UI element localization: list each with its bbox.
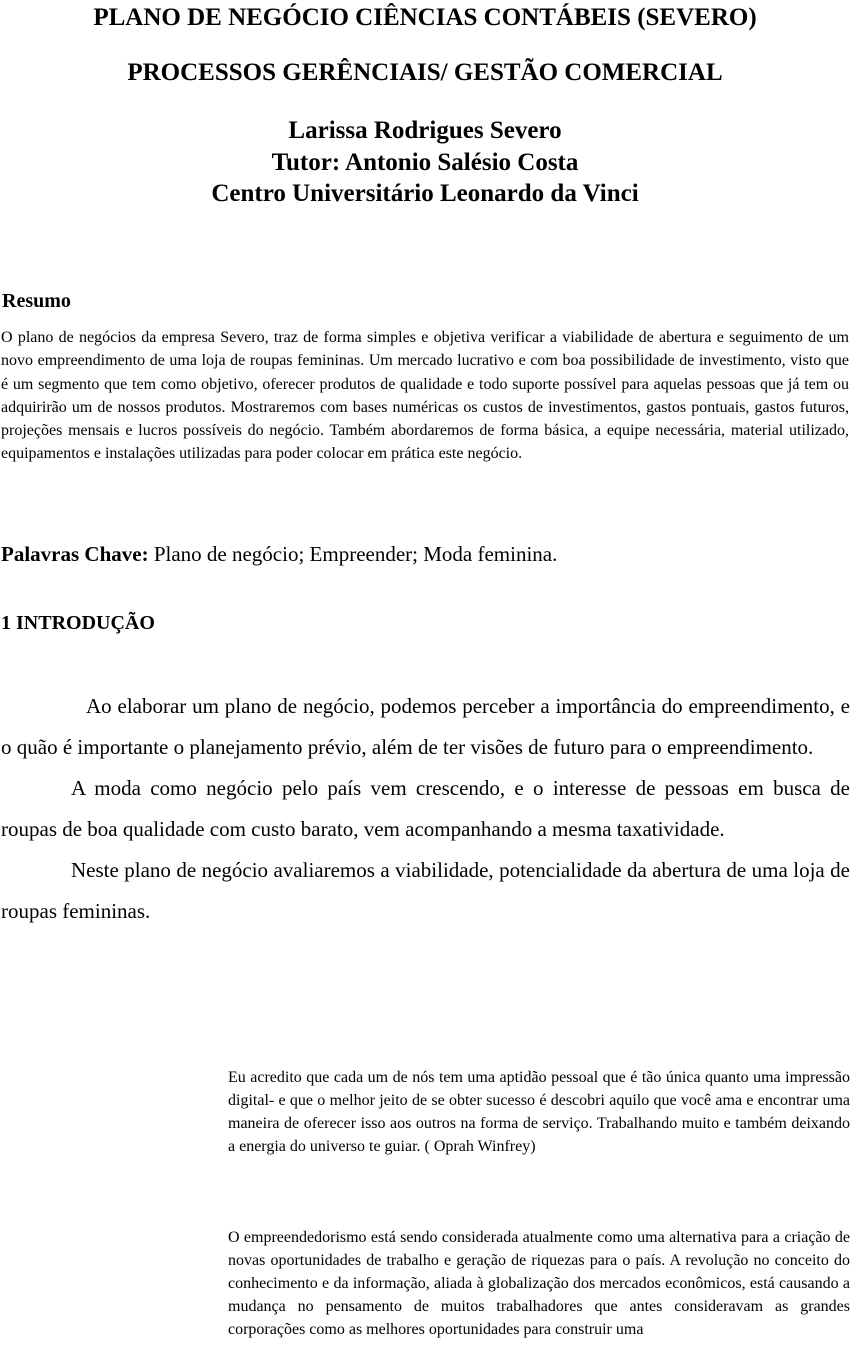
tutor-name: Tutor: Antonio Salésio Costa xyxy=(271,148,579,176)
block-quote: O empreendedorismo está sendo considerada atualmente como uma alternativa para a criação de novas oportunidades de trabalho e geração de riquezas para o país. A revolução no conceito do conhecimento e da informação, aliada à globalização dos mercados econômicos, está causando a mudança no pensamento de muitos trabalhadores que antes consideravam as grandes corporações como as melhores oportunidades para construir uma xyxy=(228,1229,850,1338)
abstract-text: O plano de negócios da empresa Severo, traz de forma simples e objetiva verificar a viabilidade de abertura e seguimento de um novo empreendimento de uma loja de roupas femininas. Um mercado lucrativo e com boa possibilidade de investimento, visto que é um segmento que tem como objetivo, oferecer produtos de qualidade e todo suporte possível para aquelas pessoas que já tem ou adquirirão um de nossos produtos. Mostraremos com bases numéricas os custos de investimentos, gastos pontuais, gastos futuros, projeções mensais e lucros possíveis do negócio. Também abordaremos de forma básica, a equipe necessária, material utilizado, equipamentos e instalações utilizadas para poder colocar em prática este negócio. xyxy=(1,329,849,463)
document-title: PLANO DE NEGÓCIO CIÊNCIAS CONTÁBEIS (SEVERO) xyxy=(93,4,757,31)
introduction-body xyxy=(1,686,850,932)
keywords-text: Plano de negócio; Empreender; Moda feminina. xyxy=(148,542,558,566)
author-block xyxy=(0,115,850,210)
keywords-line xyxy=(1,540,557,568)
intro-paragraph: A moda como negócio pelo país vem crescendo, e o interesse de pessoas em busca de roupas de boa qualidade com custo barato, vem acompanhando a mesma taxatividade. xyxy=(1,776,850,841)
keywords-label: Palavras Chave: xyxy=(1,542,149,566)
institution-name: Centro Universitário Leonardo da Vinci xyxy=(211,180,639,207)
block-quote: Eu acredito que cada um de nós tem uma aptidão pessoal que é tão única quanto uma impressão digital- e que o melhor jeito de se obter sucesso é descobri aquilo que você ama e encontrar uma maneira de oferecer isso aos outros na forma de serviço. Trabalhando muito e também deixando a energia do universo te guiar. ( Oprah Winfrey) xyxy=(228,1069,850,1155)
introduction-heading: 1 INTRODUÇÃO xyxy=(1,612,155,634)
abstract-heading: Resumo xyxy=(2,290,71,312)
intro-paragraph: Neste plano de negócio avaliaremos a viabilidade, potencialidade da abertura de uma loja de roupas femininas. xyxy=(1,858,850,923)
document-subtitle: PROCESSOS GERÊNCIAIS/ GESTÃO COMERCIAL xyxy=(127,59,723,86)
author-name: Larissa Rodrigues Severo xyxy=(288,117,562,144)
intro-paragraph: Ao elaborar um plano de negócio, podemos perceber a importância do empreendimento, e o quão é importante o planejamento prévio, além de ter visões de futuro para o empreendimento. xyxy=(1,694,850,759)
